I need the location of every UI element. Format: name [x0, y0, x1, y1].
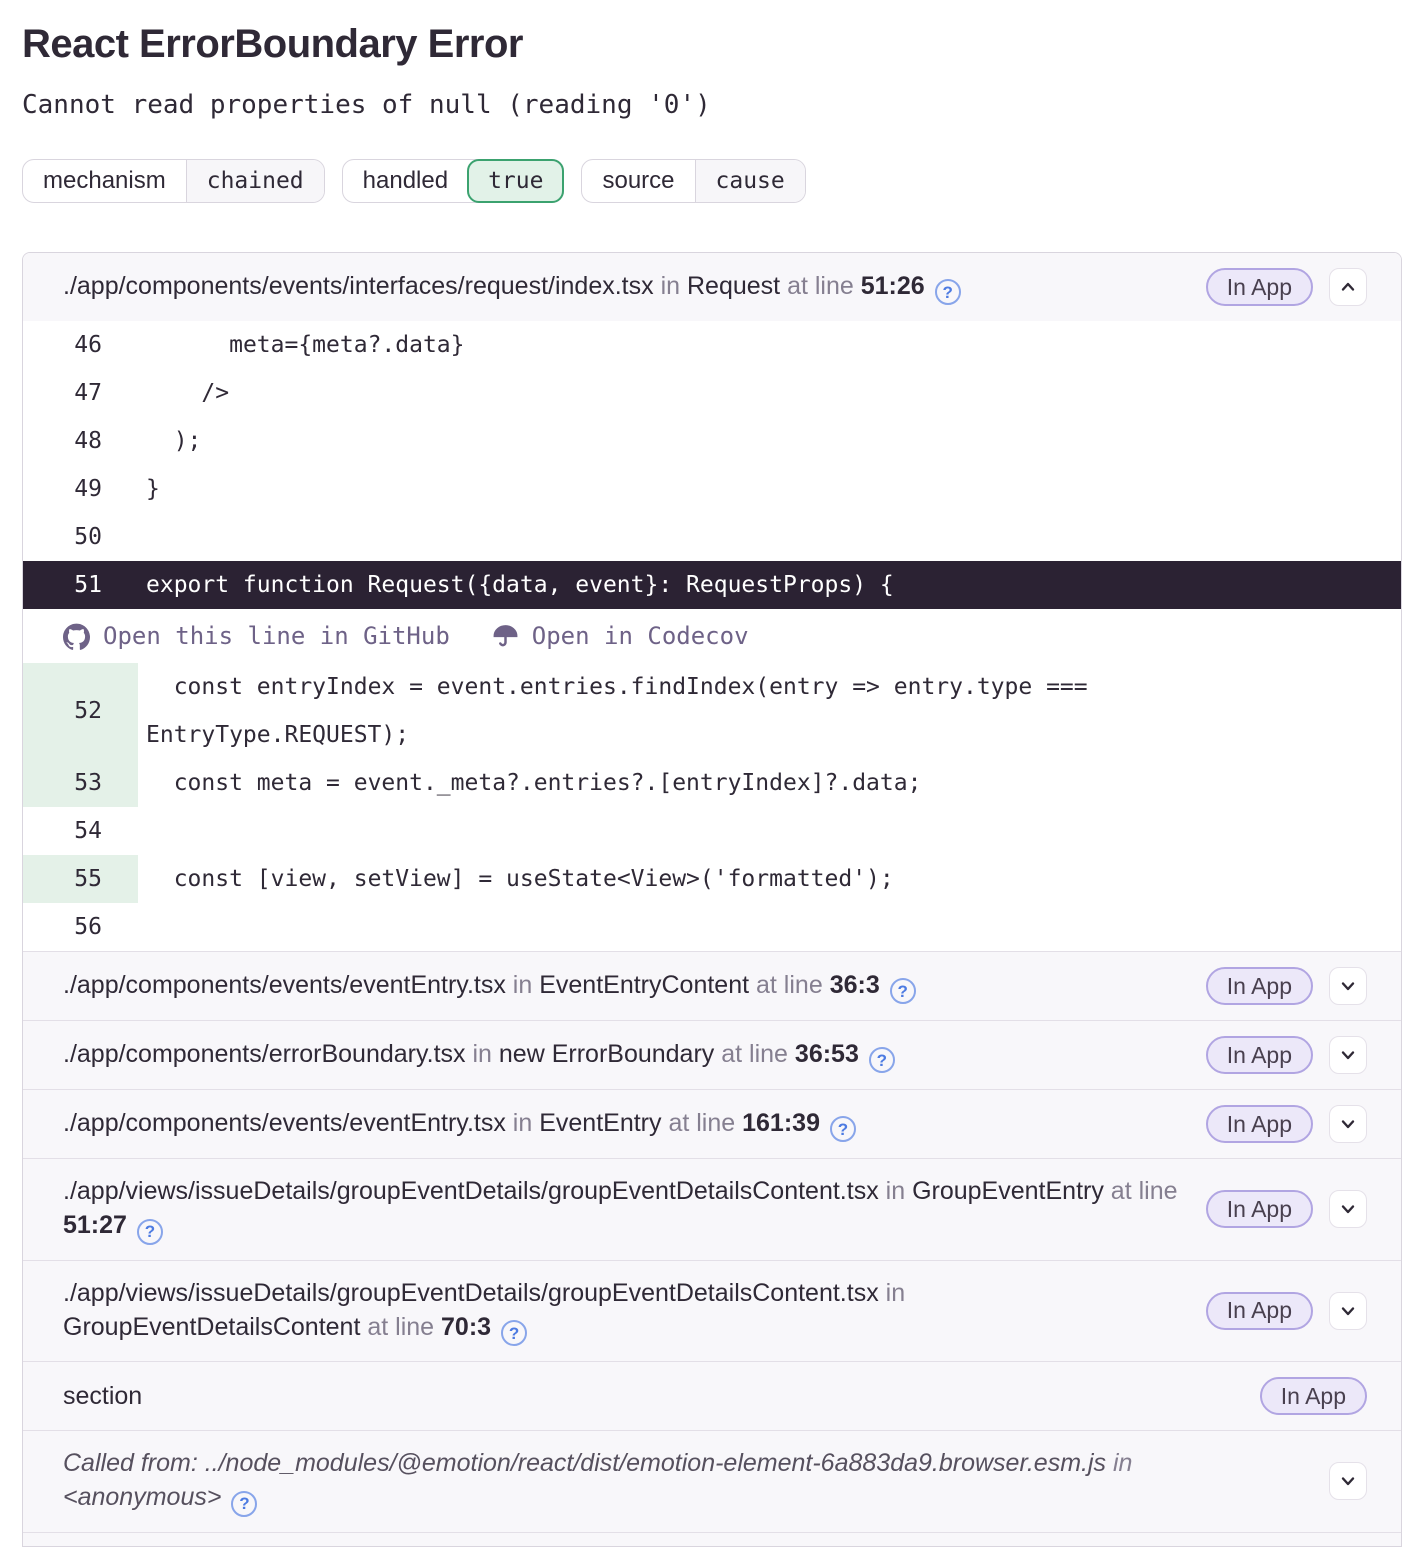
frame-path: ./app/components/events/interfaces/request/index.tsx — [63, 271, 654, 300]
clipped-frame-row — [23, 1532, 1401, 1546]
frame-function: section — [63, 1382, 143, 1411]
error-message: Cannot read properties of null (reading '0') — [22, 90, 711, 120]
code-text: const entryIndex = event.entries.findIndex(entry => entry.type === EntryType.REQUEST); — [146, 674, 1102, 749]
frame-path: ./app/views/issueDetails/groupEventDetails/groupEventDetailsContent.tsx — [63, 1278, 879, 1307]
frame-lineno: 51:26 — [860, 271, 925, 300]
stack-frame-header[interactable] — [23, 1020, 1401, 1089]
expand-frame-button[interactable] — [1329, 967, 1367, 1005]
line-number: 56 — [74, 914, 102, 941]
code-text — [138, 807, 186, 855]
chevron-down-icon — [1338, 1301, 1358, 1321]
frame-function: Request — [687, 271, 781, 300]
expand-frame-button[interactable] — [1329, 1292, 1367, 1330]
crashing-code-line — [23, 561, 1401, 609]
line-number: 50 — [74, 524, 102, 551]
tag-value: chained — [186, 160, 324, 202]
line-number: 48 — [74, 428, 102, 455]
frame-title: ./app/components/events/interfaces/request/index.tsx in Request at line 51:26 ? — [63, 269, 1186, 306]
in-app-badge: In App — [1206, 1105, 1313, 1143]
line-number: 49 — [74, 476, 102, 503]
help-icon[interactable]: ? — [830, 1116, 856, 1142]
in-app-badge: In App — [1260, 1377, 1367, 1415]
help-icon[interactable]: ? — [890, 978, 916, 1004]
frame-lineno: 51:27 — [63, 1211, 127, 1240]
chevron-down-icon — [1338, 976, 1358, 996]
called-from-label: Called from: — [63, 1449, 198, 1478]
page-title: React ErrorBoundary Error — [22, 22, 523, 66]
tag-value: true — [467, 159, 564, 203]
frame-lineno: 161:39 — [742, 1108, 820, 1137]
code-line — [23, 663, 1401, 759]
frame-lineno: 36:53 — [794, 1039, 859, 1068]
frame-path: ./app/components/events/eventEntry.tsx — [63, 970, 506, 999]
code-text: const [view, setView] = useState<View>('formatted'); — [146, 866, 894, 893]
code-line — [23, 417, 1401, 465]
tag-source — [581, 159, 805, 203]
frame-title: ./app/views/issueDetails/groupEventDetails/groupEventDetailsContent.tsx in GroupEventEntry at line 51:27 ? — [63, 1174, 1186, 1245]
code-text — [138, 513, 186, 561]
expand-frame-button[interactable] — [1329, 1036, 1367, 1074]
tag-key: handled — [362, 167, 449, 195]
line-number: 55 — [23, 855, 138, 903]
frame-title: Called from: ../node_modules/@emotion/react/dist/emotion-element-6a883da9.browser.esm.js in <anonymous> ? — [63, 1446, 1223, 1517]
code-line — [23, 807, 1401, 855]
expand-frame-button[interactable] — [1329, 1190, 1367, 1228]
frame-path: ../node_modules/@emotion/react/dist/emotion-element-6a883da9.browser.esm.js — [204, 1449, 1107, 1478]
frame-function: <anonymous> — [63, 1483, 222, 1512]
code-line — [23, 759, 1401, 807]
code-line — [23, 903, 1401, 951]
expand-frame-button[interactable] — [1329, 1462, 1367, 1500]
collapse-frame-button[interactable] — [1329, 268, 1367, 306]
chevron-down-icon — [1338, 1199, 1358, 1219]
line-number: 53 — [23, 759, 138, 807]
code-text: export function Request({data, event}: RequestProps) { — [146, 572, 894, 599]
stack-frame-header[interactable] — [23, 951, 1401, 1020]
open-in-codecov-link[interactable] — [492, 622, 749, 650]
frame-title: ./app/components/errorBoundary.tsx in new ErrorBoundary at line 36:53 ? — [63, 1037, 1186, 1074]
chevron-down-icon — [1338, 1114, 1358, 1134]
frame-path: ./app/components/errorBoundary.tsx — [63, 1039, 466, 1068]
github-link-label: Open this line in GitHub — [103, 622, 450, 651]
in-app-badge: In App — [1206, 1292, 1313, 1330]
frame-path: ./app/components/events/eventEntry.tsx — [63, 1108, 506, 1137]
tag-key: source — [602, 167, 675, 195]
in-app-badge: In App — [1206, 1190, 1313, 1228]
tag-mechanism — [22, 159, 325, 203]
stack-frame-section[interactable] — [23, 1361, 1401, 1430]
frame-function: GroupEventDetailsContent — [63, 1312, 361, 1341]
help-icon[interactable]: ? — [501, 1320, 527, 1346]
line-number: 52 — [23, 663, 138, 759]
mechanism-tags — [22, 159, 1402, 203]
expand-frame-button[interactable] — [1329, 1105, 1367, 1143]
frame-title: ./app/components/events/eventEntry.tsx in EventEntryContent at line 36:3 ? — [63, 968, 1186, 1005]
in-app-badge: In App — [1206, 1036, 1313, 1074]
code-text — [138, 903, 186, 951]
frame-function: new ErrorBoundary — [498, 1039, 715, 1068]
line-number: 47 — [74, 380, 102, 407]
frame-lineno: 70:3 — [441, 1312, 492, 1341]
system-frame-header[interactable] — [23, 1430, 1401, 1532]
tag-key: mechanism — [43, 167, 166, 195]
code-text: meta={meta?.data} — [146, 332, 465, 359]
stack-frame-header[interactable] — [23, 253, 1401, 321]
in-app-badge: In App — [1206, 268, 1313, 306]
chevron-down-icon — [1338, 1471, 1358, 1491]
help-icon[interactable]: ? — [231, 1491, 257, 1517]
frame-lineno: 36:3 — [829, 970, 880, 999]
stack-frame-header[interactable] — [23, 1158, 1401, 1260]
frame-path: ./app/views/issueDetails/groupEventDetails/groupEventDetailsContent.tsx — [63, 1177, 879, 1206]
line-number: 54 — [74, 818, 102, 845]
code-text: } — [146, 476, 160, 503]
in-app-badge: In App — [1206, 967, 1313, 1005]
code-text: /> — [146, 380, 230, 407]
code-line — [23, 465, 1401, 513]
code-line — [23, 513, 1401, 561]
frame-function: EventEntry — [539, 1108, 662, 1137]
frame-title: ./app/components/events/eventEntry.tsx in EventEntry at line 161:39 ? — [63, 1106, 1186, 1143]
stack-frame-header[interactable] — [23, 1089, 1401, 1158]
frame-function: EventEntryContent — [539, 970, 750, 999]
chevron-down-icon — [1338, 1045, 1358, 1065]
chevron-up-icon — [1338, 277, 1358, 297]
code-line — [23, 369, 1401, 417]
help-icon[interactable]: ? — [137, 1219, 163, 1245]
frame-title — [63, 1379, 1240, 1413]
line-actions — [23, 609, 1401, 663]
line-number: 46 — [74, 332, 102, 359]
code-text: const meta = event._meta?.entries?.[entryIndex]?.data; — [146, 770, 922, 797]
codecov-umbrella-icon — [492, 623, 519, 650]
codecov-link-label: Open in Codecov — [531, 622, 749, 651]
help-icon[interactable]: ? — [869, 1047, 895, 1073]
code-line — [23, 855, 1401, 903]
source-context — [23, 321, 1401, 951]
github-icon — [63, 623, 90, 650]
stack-frame-header[interactable] — [23, 1260, 1401, 1362]
stack-trace-panel — [22, 252, 1402, 1547]
help-icon[interactable]: ? — [935, 279, 961, 305]
frame-title: ./app/views/issueDetails/groupEventDetails/groupEventDetailsContent.tsx in GroupEventDetailsContent at line 70:3 ? — [63, 1276, 1186, 1347]
tag-handled — [342, 159, 565, 203]
tag-value: cause — [695, 160, 805, 202]
code-line — [23, 321, 1401, 369]
frame-function: GroupEventEntry — [912, 1177, 1104, 1206]
code-text: ); — [146, 428, 202, 455]
line-number: 51 — [74, 572, 102, 599]
open-in-github-link[interactable] — [63, 622, 450, 650]
